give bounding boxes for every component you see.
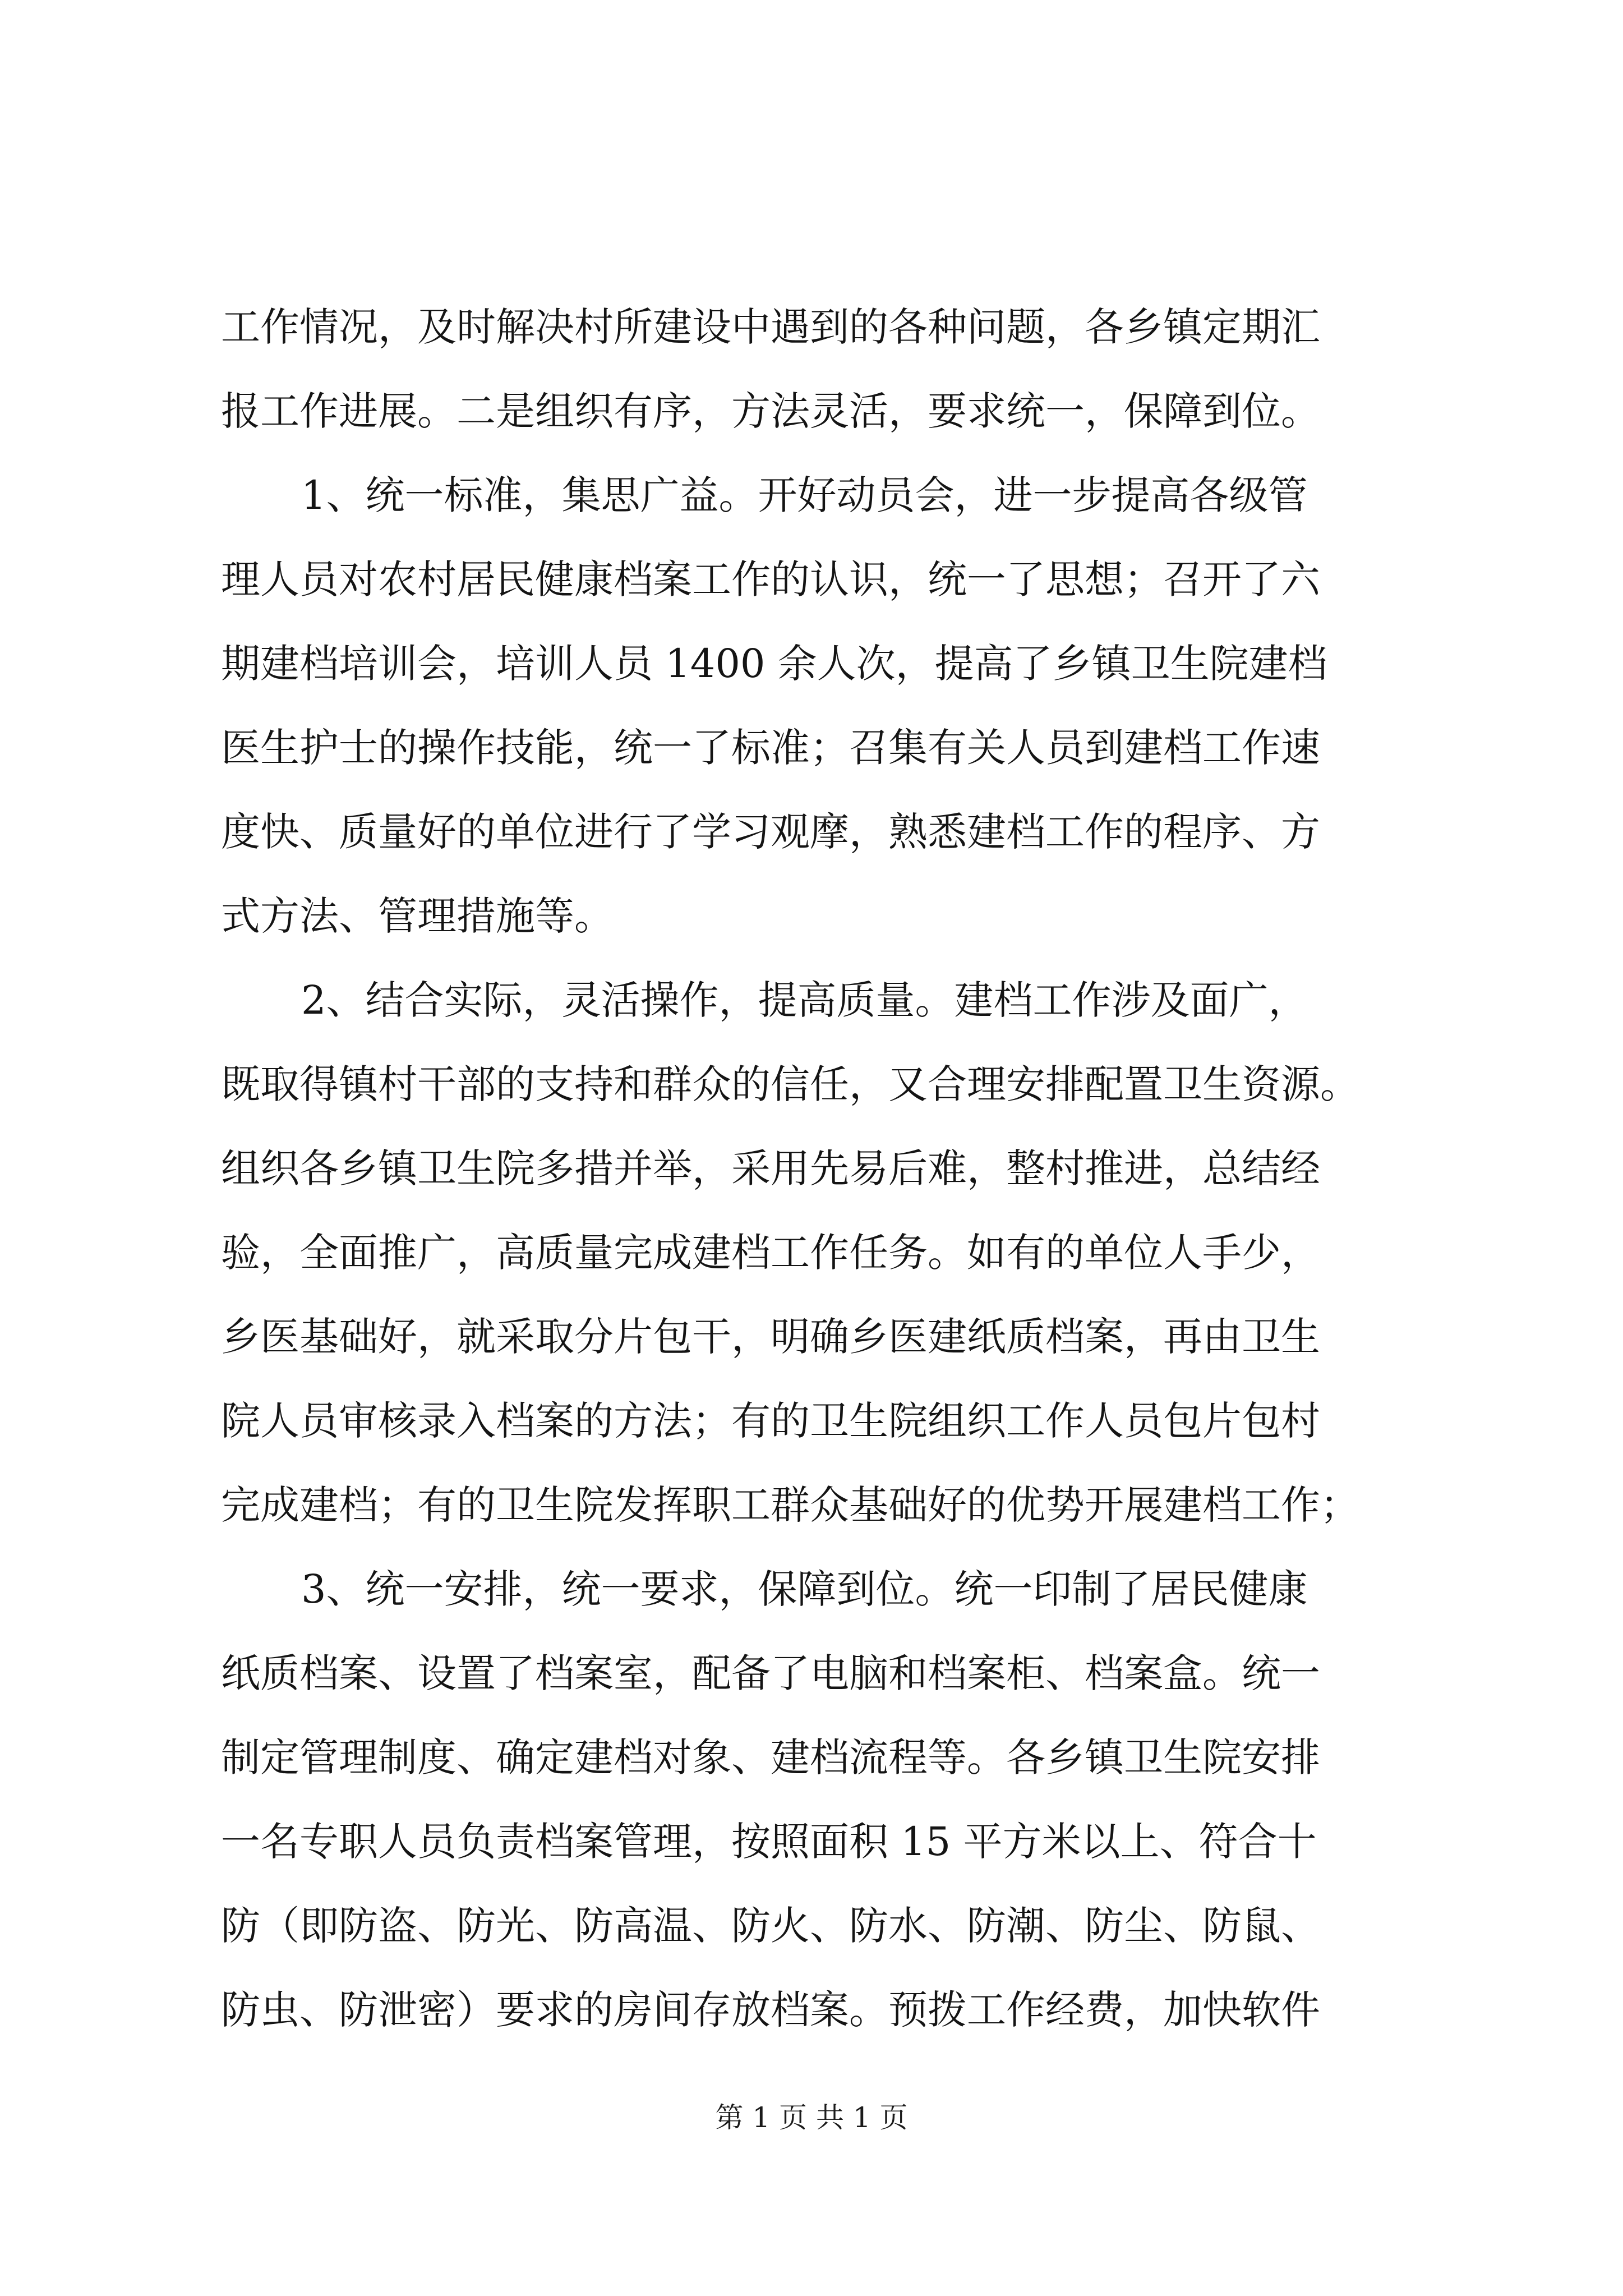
text-line: 报工作进展。二是组织有序，方法灵活，要求统一，保障到位。 — [221, 388, 1320, 434]
text-line: 制定管理制度、确定建档对象、建档流程等。各乡镇卫生院安排 — [221, 1734, 1320, 1780]
text-line: 理人员对农村居民健康档案工作的认识，统一了思想；召开了六 — [221, 556, 1320, 602]
text-line: 1、统一标准，集思广益。开好动员会，进一步提高各级管 — [301, 472, 1308, 518]
text-line: 3、统一安排，统一要求，保障到位。统一印制了居民健康 — [301, 1566, 1308, 1612]
text-line: 医生护士的操作技能，统一了标准；召集有关人员到建档工作速 — [221, 725, 1320, 771]
text-line: 式方法、管理措施等。 — [221, 893, 614, 939]
text-line: 既取得镇村干部的支持和群众的信任，又合理安排配置卫生资源。 — [221, 1061, 1359, 1107]
text-line: 组织各乡镇卫生院多措并举，采用先易后难，整村推进，总结经 — [221, 1145, 1320, 1191]
text-line: 乡医基础好，就采取分片包干，明确乡医建纸质档案，再由卫生 — [221, 1314, 1320, 1360]
text-line: 验，全面推广，高质量完成建档工作任务。如有的单位人手少， — [221, 1230, 1320, 1276]
text-line: 纸质档案、设置了档案室，配备了电脑和档案柜、档案盒。统一 — [221, 1650, 1320, 1696]
text-line: 期建档培训会，培训人员 1400 余人次，提高了乡镇卫生院建档 — [221, 641, 1327, 687]
text-line: 防（即防盗、防光、防高温、防火、防水、防潮、防尘、防鼠、 — [221, 1903, 1320, 1949]
text-line: 院人员审核录入档案的方法；有的卫生院组织工作人员包片包村 — [221, 1398, 1320, 1444]
text-line: 一名专职人员负责档案管理，按照面积 15 平方米以上、符合十 — [221, 1819, 1317, 1865]
text-line: 防虫、防泄密）要求的房间存放档案。预拨工作经费，加快软件 — [221, 1987, 1320, 2033]
page-number-footer: 第 1 页 共 1 页 — [715, 2101, 908, 2134]
text-line: 完成建档；有的卫生院发挥职工群众基础好的优势开展建档工作； — [221, 1482, 1359, 1528]
text-line: 度快、质量好的单位进行了学习观摩，熟悉建档工作的程序、方 — [221, 809, 1320, 855]
document-body — [221, 285, 1421, 2052]
text-line: 2、结合实际，灵活操作，提高质量。建档工作涉及面广， — [301, 977, 1308, 1023]
text-line: 工作情况，及时解决村所建设中遇到的各种问题，各乡镇定期汇 — [221, 304, 1320, 350]
